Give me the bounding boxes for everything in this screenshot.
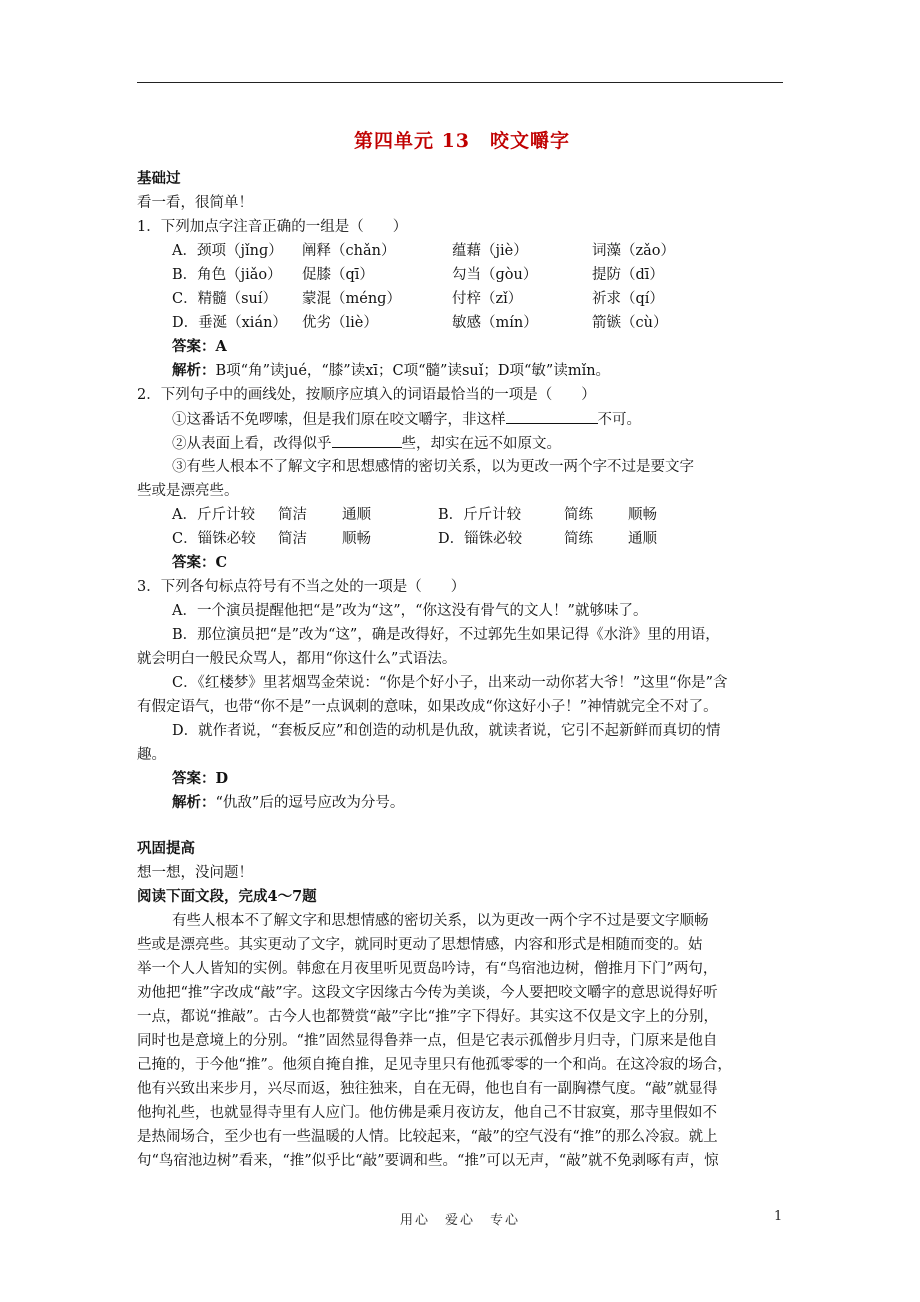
option-text: 简洁 — [278, 531, 307, 547]
passage-line: 他拘礼些，也就显得寺里有人应门。他仿佛是乘月夜访友，他自己不甘寂寞，那寺里假如不 — [137, 1105, 717, 1121]
passage-line: 句“鸟宿池边树”看来，“推”似乎比“敲”要调和些。“推”可以无声，“敲”就不免剥啄有声，惊 — [137, 1153, 719, 1169]
option-text: 通顺 — [342, 507, 371, 523]
option-text: 通顺 — [628, 531, 657, 547]
question-1-option-row — [137, 263, 787, 287]
option-text: D．锱铢必较 — [438, 531, 523, 547]
passage-line: 是热闹场合，至少也有一些温暖的人情。比较起来，“敲”的空气没有“推”的那么冷寂。就上 — [137, 1129, 718, 1145]
question-3-option-d: D．就作者说，“套板反应”和创造的动机是仇敌，就读者说，它引不起新鲜而真切的情 — [172, 723, 721, 739]
section-spacer — [137, 815, 787, 837]
option-text: 简练 — [564, 507, 593, 523]
option-text: B．角色（jiǎo） — [172, 267, 282, 283]
question-2-sentence-3: ③有些人根本不了解文字和思想感情的密切关系，以为更改一两个字不过是要文字 — [172, 459, 694, 475]
passage-line: 有些人根本不了解文字和思想情感的密切关系，以为更改一两个字不过是要文字顺畅 — [172, 913, 709, 929]
sentence-text: 不可。 — [597, 412, 641, 428]
question-2-stem: 2．下列句子中的画线处，按顺序应填入的词语最恰当的一项是（ ） — [137, 387, 596, 403]
page-title: 第四单元 13 咬文嚼字 — [353, 130, 571, 152]
option-text: 祈求（qí） — [592, 291, 664, 307]
question-2-option-row — [137, 503, 787, 527]
question-1-option-row — [137, 239, 787, 263]
option-text: 阐释（chǎn） — [302, 243, 396, 259]
passage-line: 同时也是意境上的分别。“推”固然显得鲁莽一点，但是它表示孤僧步月归寺，门原来是他自 — [137, 1033, 718, 1049]
answer-label: 答案：A — [172, 338, 227, 355]
passage-line: 举一个人人皆知的实例。韩愈在月夜里听见贾岛吟诗，有“鸟宿池边树，僧推月下门”两句， — [137, 961, 718, 977]
question-3-option-d-cont: 趣。 — [137, 747, 166, 763]
question-3-stem: 3．下列各句标点符号有不当之处的一项是（ ） — [137, 579, 466, 595]
question-2-sentence-3-cont: 些或是漂亮些。 — [137, 483, 239, 499]
question-2-sentence-1 — [137, 407, 787, 431]
question-3-option-b-cont: 就会明白一般民众骂人，都用“你这什么”式语法。 — [137, 651, 457, 667]
option-text: 促膝（qī） — [302, 267, 374, 283]
question-3-option-c-cont: 有假定语气，也带“你不是”一点讽刺的意味，如果改成“你这好小子！”神情就完全不对了。 — [137, 699, 718, 715]
question-3-option-c: C．《红楼梦》里茗烟骂金荣说：“你是个好小子，出来动一动你茗大爷！”这里“你是”含 — [172, 675, 728, 691]
question-3-option-b: B．那位演员把“是”改为“这”，确是改得好，不过郭先生如果记得《水浒》里的用语， — [172, 627, 720, 643]
option-text: 箭镞（cù） — [592, 315, 668, 331]
question-2-option-row — [137, 527, 787, 551]
option-text: A．斤斤计较 — [172, 507, 255, 523]
question-1-stem: 1．下列加点字注音正确的一组是（ ） — [137, 219, 408, 235]
option-text: 简练 — [564, 531, 593, 547]
answer-label: 答案：C — [172, 554, 228, 571]
analysis-text — [137, 359, 787, 383]
question-2-sentence-2 — [137, 431, 787, 455]
option-text: 勾当（ɡòu） — [452, 267, 538, 283]
passage-line: 些或是漂亮些。其实更动了文字，就同时更动了思想情感，内容和形式是相随而变的。姑 — [137, 937, 703, 953]
footer-motto: 用心 爱心 专心 — [399, 1213, 520, 1228]
section-heading: 巩固提高 — [137, 840, 195, 857]
question-1-option-row — [137, 287, 787, 311]
header-rule — [137, 82, 783, 83]
option-text: B．斤斤计较 — [438, 507, 522, 523]
page-number: 1 — [774, 1209, 783, 1224]
fill-blank — [332, 431, 402, 448]
sentence-text: ②从表面上看，改得似乎 — [172, 436, 332, 452]
option-text: 蕴藉（jiè） — [452, 243, 528, 259]
question-3-option-a: A．一个演员提醒他把“是”改为“这”，“你这没有骨气的文人！”就够味了。 — [172, 603, 648, 619]
question-1-option-row — [137, 311, 787, 335]
passage-line: 己掩的，于今他“推”。他须自掩自推，足见寺里只有他孤零零的一个和尚。在这冷寂的场合， — [137, 1057, 732, 1073]
option-text: D．垂涎（xián） — [172, 315, 287, 331]
option-text: 敏感（mín） — [452, 315, 538, 331]
option-text: 顺畅 — [342, 531, 371, 547]
reading-instruction: 阅读下面文段，完成4～7题 — [137, 888, 317, 905]
analysis-text — [137, 791, 787, 815]
passage-line: 他有兴致出来步月，兴尽而返，独往独来，自在无碍，他也自有一副胸襟气度。“敲”就显得 — [137, 1081, 718, 1097]
document-body — [137, 118, 787, 1173]
answer-label: 答案：D — [172, 770, 229, 787]
option-text: 付梓（zǐ） — [452, 291, 523, 307]
option-text: 词藻（zǎo） — [592, 243, 676, 259]
passage-line: 劝他把“推”字改成“敲”字。这段文字因缘古今传为美谈，今人要把咬文嚼字的意思说得好听 — [137, 985, 718, 1001]
section-intro: 想一想，没问题！ — [137, 865, 253, 881]
analysis-body: “仇敌”后的逗号应改为分号。 — [215, 795, 405, 811]
option-text: C．精髓（suí） — [172, 291, 278, 307]
passage-line: 一点，都说“推敲”。古今人也都赞赏“敲”字比“推”字下得好。其实这不仅是文字上的分别， — [137, 1009, 718, 1025]
option-text: 提防（dī） — [592, 267, 664, 283]
option-text: 简洁 — [278, 507, 307, 523]
analysis-label: 解析： — [172, 362, 216, 379]
sentence-text: 些，却实在远不如原文。 — [401, 436, 561, 452]
option-text: 优劣（liè） — [302, 315, 378, 331]
option-text: C．锱铢必较 — [172, 531, 256, 547]
section-heading: 基础过 — [137, 170, 181, 187]
option-text: 顺畅 — [628, 507, 657, 523]
analysis-label: 解析： — [172, 794, 216, 811]
section-intro: 看一看，很简单！ — [137, 195, 253, 211]
option-text: 蒙混（ménɡ） — [302, 291, 401, 307]
option-text: A．颈项（jǐnɡ） — [172, 243, 283, 259]
sentence-text: ①这番话不免啰嗦，但是我们原在咬文嚼字，非这样 — [172, 412, 506, 428]
analysis-body: B项“角”读jué，“膝”读xī；C项“髓”读suǐ；D项“敏”读mǐn。 — [215, 363, 611, 379]
fill-blank — [506, 407, 598, 424]
